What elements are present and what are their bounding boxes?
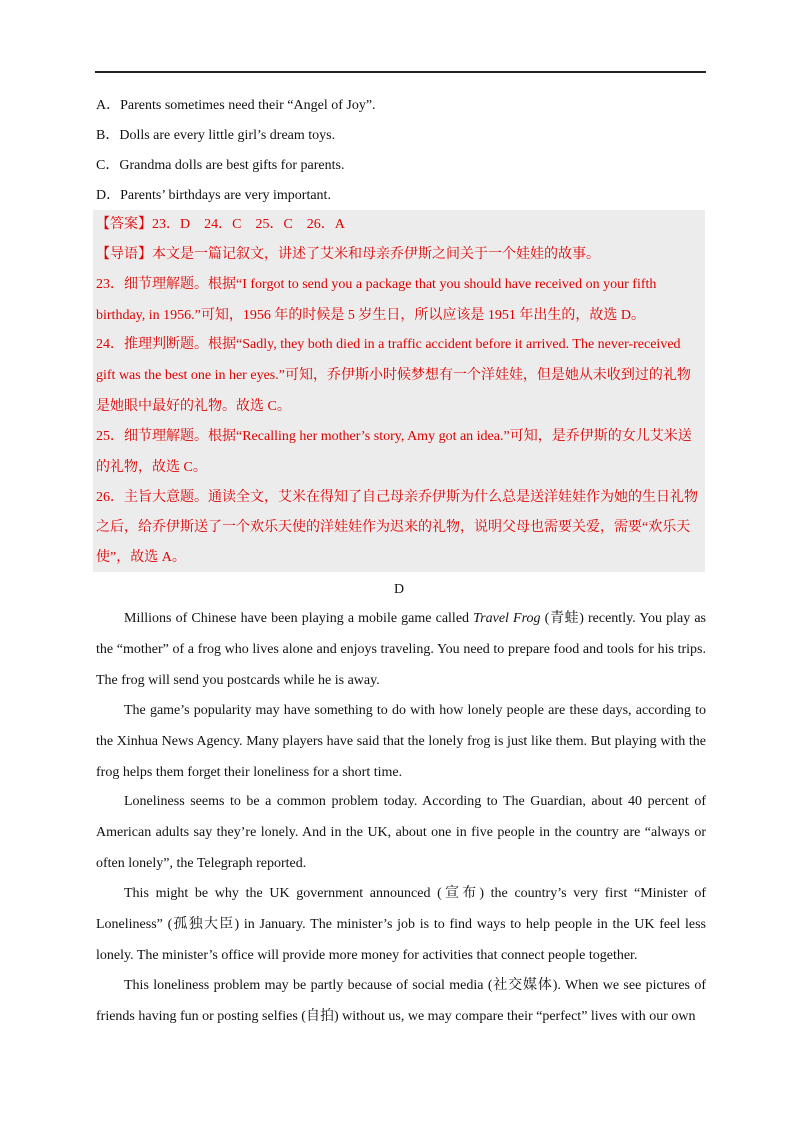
paragraph: Loneliness seems to be a common problem today. According to The Guardian, about 40 percent of American adults say they’re lonely. And in the UK, about one in five people in the country are “always or often lonely”, the Telegraph reported. [96, 794, 706, 871]
option-b: B．Dolls are every little girl’s dream toys. [96, 128, 336, 143]
paragraph: The game’s popularity may have something to do with how lonely people are these days, according to the Xinhua News Agency. Many players have said that the lonely frog is just like them. But playing with the frog helps them forget their loneliness for a short time. [96, 703, 706, 780]
answer-line: 23．细节理解题。根据“I forgot to send you a package that you should have received on your fifth [96, 277, 657, 292]
paragraph: This might be why the UK government announced (宣布) the country’s very first “Minister of Loneliness” (孤独大臣) in January. The minister’s job is to find ways to help people in the UK feel less lonely. The minister’s office will provide more money for activities that connect people together. [96, 886, 706, 963]
answer-explanation-box [93, 210, 705, 572]
answer-line: gift was the best one in her eyes.”可知，乔伊斯小时候梦想有一个洋娃娃，但是她从未收到过的礼物 [96, 368, 691, 383]
answer-line: 是她眼中最好的礼物。故选 C。 [96, 399, 291, 414]
paragraph [96, 603, 706, 696]
paragraph-text: (青蛙) recently. You play as the “mother” of a frog who lives alone and enjoys traveling. You need to prepare food and tools for his trips. The frog will send you postcards while he is away. [96, 611, 706, 688]
option-c: C．Grandma dolls are best gifts for parents. [96, 158, 345, 173]
answer-line: 之后，给乔伊斯送了一个欢乐天使的洋娃娃作为迟来的礼物，说明父母也需要关爱，需要“欢乐天 [96, 520, 691, 535]
answer-line: 使”，故选 A。 [96, 550, 186, 565]
option-d: D．Parents’ birthdays are very important. [96, 188, 331, 203]
option-a: A．Parents sometimes need their “Angel of Joy”. [96, 98, 376, 113]
answer-line: 25．细节理解题。根据“Recalling her mother’s story, Amy got an idea.”可知，是乔伊斯的女儿艾米送 [96, 429, 692, 444]
answer-line: 26．主旨大意题。通读全文，艾米在得知了自己母亲乔伊斯为什么总是送洋娃娃作为她的生日礼物 [96, 490, 698, 505]
paragraph: This loneliness problem may be partly because of social media (社交媒体). When we see pictures of friends having fun or posting selfies (自拍) without us, we may compare their “perfect” lives with our own [96, 978, 706, 1024]
section-letter: D [394, 582, 405, 597]
answer-line: birthday, in 1956.”可知，1956 年的时候是 5 岁生日，所以应该是 1951 年出生的，故选 D。 [96, 308, 645, 323]
game-title: Travel Frog [473, 611, 541, 626]
answer-line: 24．推理判断题。根据“Sadly, they both died in a traffic accident before it arrived. The never-received [96, 337, 681, 352]
answer-line: 【导语】本文是一篇记叙文，讲述了艾米和母亲乔伊斯之间关于一个娃娃的故事。 [96, 247, 600, 262]
paragraph-text: Millions of Chinese have been playing a mobile game called [124, 611, 474, 626]
answer-line: 的礼物，故选 C。 [96, 460, 207, 475]
answer-line: 【答案】23．D 24．C 25．C 26．A [96, 217, 345, 232]
header-rule [95, 71, 706, 73]
